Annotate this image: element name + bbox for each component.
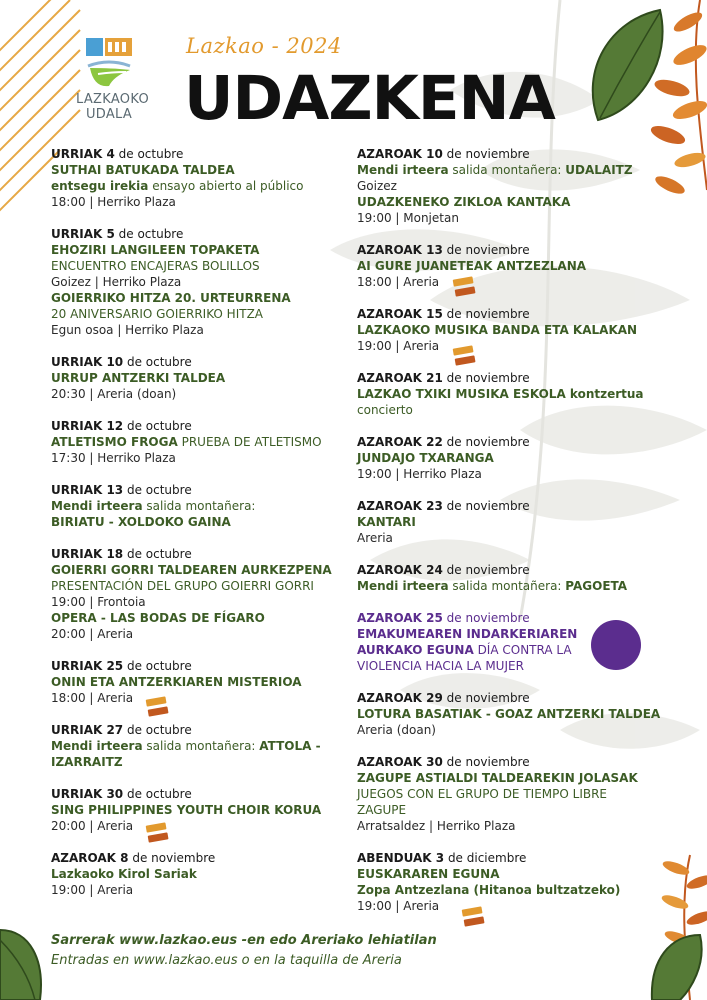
event-item [357, 690, 661, 738]
event-title: OPERA - LAS BODAS DE FÍGARO [51, 611, 265, 625]
event-item [51, 786, 351, 834]
event-item [357, 306, 657, 354]
event-title: Mendi irteera [51, 739, 143, 753]
event-item [357, 242, 657, 290]
leaves-bottom-left [0, 930, 41, 1000]
ticket-icon [144, 696, 170, 718]
event-item [51, 418, 351, 466]
event-date-es: de noviembre [442, 611, 530, 625]
purple-dot-icon [591, 620, 641, 670]
poster-subtitle: Lazkao - 2024 [186, 34, 342, 58]
events-column-right [357, 146, 661, 930]
event-title: URRUP ANTZERKI TALDEA [51, 371, 226, 385]
event-title-es: PRESENTACIÓN DEL GRUPO GOIERRI GORRI [51, 579, 314, 593]
event-title: ATLETISMO FROGA [51, 435, 178, 449]
event-title-es: VIOLENCIA HACIA LA MUJER [357, 659, 524, 673]
event-date: URRIAK 13 [51, 483, 124, 497]
event-title-es: salida montañera: [142, 499, 256, 513]
event-item [51, 482, 351, 530]
event-destination: PAGOETA [565, 579, 628, 593]
event-date-es: de octubre [123, 659, 192, 673]
event-date-es: de noviembre [442, 499, 530, 513]
event-title: ONIN ETA ANTZERKIAREN MISTERIOA [51, 675, 302, 689]
event-date: AZAROAK 25 [357, 611, 443, 625]
event-date: AZAROAK 10 [357, 147, 443, 161]
event-date: AZAROAK 21 [357, 371, 443, 385]
event-date-es: de noviembre [128, 851, 216, 865]
ticket-icon [460, 906, 486, 928]
event-title: EHOZIRI LANGILEEN TOPAKETA [51, 243, 260, 257]
event-destination: IZARRAITZ [51, 755, 123, 769]
event-date: AZAROAK 30 [357, 755, 443, 769]
event-subtitle-es: ensayo abierto al público [148, 179, 304, 193]
event-time-place: Areria [357, 531, 393, 545]
event-title-es: salida montañera: [142, 739, 260, 753]
event-title-es: ENCUENTRO ENCAJERAS BOLILLOS [51, 259, 260, 273]
event-destination: ATTOLA - [259, 739, 321, 753]
event-date: URRIAK 5 [51, 227, 115, 241]
event-date-es: de octubre [123, 547, 192, 561]
event-title-es: JUEGOS CON EL GRUPO DE TIEMPO LIBRE [357, 787, 608, 801]
event-time-place: 20:00 | Areria [51, 627, 134, 641]
event-time-place: 20:00 | Areria [51, 819, 134, 833]
event-date-es: de octubre [123, 787, 192, 801]
event-title: JUNDAJO TXARANGA [357, 451, 494, 465]
event-title: AURKAKO EGUNA [357, 643, 474, 657]
event-title: EUSKARAREN EGUNA [357, 867, 500, 881]
event-time-place: Egun osoa | Herriko Plaza [51, 323, 204, 337]
event-item [51, 658, 351, 706]
event-time-place: 19:00 | Herriko Plaza [357, 467, 482, 481]
event-title: KANTARI [357, 515, 416, 529]
event-date-es: de octubre [123, 483, 192, 497]
event-title-es: salida montañera: [448, 163, 566, 177]
town-hall-logo-icon [84, 36, 134, 88]
event-time-place: 20:30 | Areria (doan) [51, 387, 177, 401]
event-date: AZAROAK 15 [357, 307, 443, 321]
event-date: AZAROAK 8 [51, 851, 129, 865]
event-subtitle-eu: entsegu irekia [51, 179, 149, 193]
event-item [51, 354, 351, 402]
event-date-es: de octubre [114, 147, 184, 161]
event-item [357, 850, 657, 914]
event-time-place: Areria (doan) [357, 723, 436, 737]
event-date-es: de noviembre [442, 147, 530, 161]
event-date-es: de noviembre [442, 307, 530, 321]
event-time-place: 19:00 | Areria [357, 339, 440, 353]
event-time-place: 18:00 | Areria [357, 275, 440, 289]
event-time-place: Goizez [357, 179, 397, 193]
event-title-es: ZAGUPE [357, 803, 407, 817]
event-time-place: 19:00 | Areria [51, 883, 134, 897]
event-title: AI GURE JUANETEAK ANTZEZLANA [357, 259, 587, 273]
event-time-place: 19:00 | Monjetan [357, 211, 459, 225]
event-date: URRIAK 18 [51, 547, 124, 561]
event-item [51, 226, 351, 338]
event-title: SING PHILIPPINES YOUTH CHOIR KORUA [51, 803, 322, 817]
event-date: URRIAK 25 [51, 659, 124, 673]
footer [51, 931, 437, 971]
event-item [51, 546, 351, 642]
event-title-es: PRUEBA DE ATLETISMO [177, 435, 322, 449]
event-date-es: de octubre [123, 355, 192, 369]
event-title-es: salida montañera: [448, 579, 566, 593]
event-title: UDAZKENEKO ZIKLOA KANTAKA [357, 195, 571, 209]
event-time-place: Goizez | Herriko Plaza [51, 275, 182, 289]
event-title: LAZKAO TXIKI MUSIKA ESKOLA kontzertua [357, 387, 644, 401]
event-time-place: 17:30 | Herriko Plaza [51, 451, 176, 465]
leaves-bottom-right [652, 855, 707, 1000]
event-title: GOIERRI GORRI TALDEAREN AURKEZPENA [51, 563, 332, 577]
event-title: Mendi irteera [357, 163, 449, 177]
event-title-es: concierto [357, 403, 413, 417]
event-title: GOIERRIKO HITZA 20. URTEURRENA [51, 291, 291, 305]
event-title: LAZKAOKO MUSIKA BANDA ETA KALAKAN [357, 323, 638, 337]
event-title-es: 20 ANIVERSARIO GOIERRIKO HITZA [51, 307, 263, 321]
event-date: AZAROAK 24 [357, 563, 443, 577]
event-title: ZAGUPE ASTIALDI TALDEAREKIN JOLASAK [357, 771, 638, 785]
event-title: Mendi irteera [357, 579, 449, 593]
event-date: AZAROAK 29 [357, 691, 443, 705]
event-date: ABENDUAK 3 [357, 851, 445, 865]
event-date-es: de octubre [123, 419, 192, 433]
event-time-place: 19:00 | Areria [357, 899, 440, 913]
event-time-place: 18:00 | Areria [51, 691, 134, 705]
event-title: Mendi irteera [51, 499, 143, 513]
event-destination: UDALAITZ [565, 163, 633, 177]
footer-line-eu: Sarrerak www.lazkao.eus -en edo Areriako lehiatilan [51, 933, 437, 948]
events-column-left [51, 146, 351, 914]
logo-text-line1: LAZKAOKO [76, 92, 149, 107]
event-destination: BIRIATU - XOLDOKO GAINA [51, 515, 231, 529]
event-date-es: de noviembre [442, 563, 530, 577]
event-title: LOTURA BASATIAK - GOAZ ANTZERKI TALDEA [357, 707, 661, 721]
event-date: AZAROAK 13 [357, 243, 443, 257]
event-item [51, 146, 351, 210]
event-time-place: 19:00 | Frontoia [51, 595, 146, 609]
logo-text-line2: UDALA [85, 107, 133, 122]
event-date-es: de noviembre [442, 755, 530, 769]
event-date-es: de diciembre [444, 851, 527, 865]
event-title-es: DÍA CONTRA LA [473, 643, 572, 657]
event-item [357, 370, 657, 418]
event-item [51, 850, 351, 898]
event-item [357, 434, 657, 482]
event-date: URRIAK 12 [51, 419, 124, 433]
green-leaf-top-right [593, 10, 663, 120]
lazkao-logo [76, 36, 149, 122]
ticket-icon [451, 345, 477, 367]
event-date-es: de noviembre [442, 243, 530, 257]
event-date: AZAROAK 22 [357, 435, 443, 449]
event-title: SUTHAI BATUKADA TALDEA [51, 163, 235, 177]
event-date-es: de octubre [114, 227, 184, 241]
event-item [357, 754, 657, 834]
event-date: URRIAK 10 [51, 355, 124, 369]
event-date: URRIAK 27 [51, 723, 124, 737]
event-date: AZAROAK 23 [357, 499, 443, 513]
event-time-place: Arratsaldez | Herriko Plaza [357, 819, 516, 833]
event-item [357, 498, 657, 546]
event-date-es: de octubre [123, 723, 192, 737]
event-item [51, 722, 351, 770]
footer-line-es: Entradas en www.lazkao.eus o en la taquilla de Areria [51, 953, 402, 968]
event-title: Lazkaoko Kirol Sariak [51, 867, 197, 881]
event-time-place: 18:00 | Herriko Plaza [51, 195, 176, 209]
ticket-icon [144, 822, 170, 844]
poster-title: UDAZKENA [184, 63, 555, 134]
event-item [357, 562, 657, 594]
event-date-es: de noviembre [442, 691, 530, 705]
ticket-icon [451, 276, 477, 298]
event-date-es: de noviembre [442, 371, 530, 385]
event-date-es: de noviembre [442, 435, 530, 449]
event-date: URRIAK 30 [51, 787, 124, 801]
event-date: URRIAK 4 [51, 147, 115, 161]
event-title: EMAKUMEAREN INDARKERIAREN [357, 627, 578, 641]
event-item [357, 146, 657, 226]
event-subtitle: Zopa Antzezlana (Hitanoa bultzatzeko) [357, 883, 621, 897]
